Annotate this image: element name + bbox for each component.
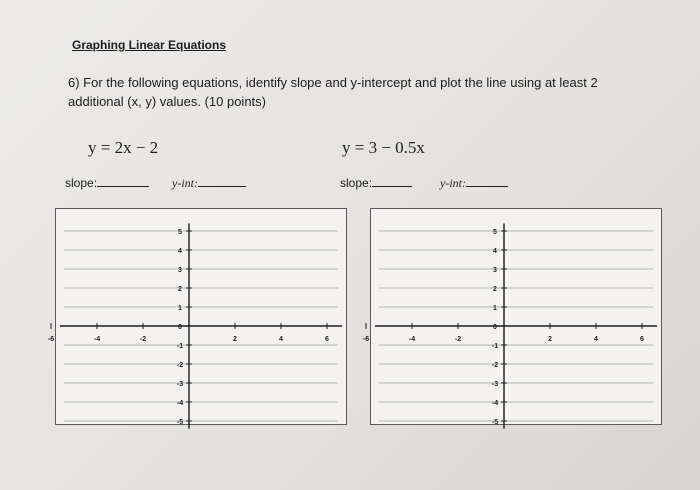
x-tick-label: 2 [548,336,552,343]
yint-answer-line[interactable] [198,174,246,187]
grid-svg-2[interactable] [362,209,661,426]
y-tick-label: -5 [491,419,499,426]
grid-svg-1[interactable] [47,209,346,426]
x-tick-label: 6 [640,336,644,343]
yint-label: y-int: [440,176,466,190]
y-tick-label: -1 [491,343,499,350]
equation-2: y = 3 − 0.5x [342,138,425,157]
x-tick-label: -6 [362,336,370,343]
y-tick-label: 5 [493,229,497,236]
x-tick-label: 2 [233,336,237,343]
y-tick-label: 3 [493,267,497,274]
y-tick-label: 4 [178,248,182,255]
equation-1: y = 2x − 2 [88,138,159,157]
x-tick-label: 4 [594,336,598,343]
x-tick-label: -6 [47,336,55,343]
y-tick-label: -4 [176,400,184,407]
y-tick-label: 2 [178,286,182,293]
y-tick-label: 4 [493,248,497,255]
y-tick-label: -5 [176,419,184,426]
y-tick-label: -2 [491,362,499,369]
slope-blank-1[interactable] [65,174,149,190]
question-text [68,73,668,111]
y-tick-label: 1 [178,305,182,312]
y-tick-label: -2 [176,362,184,369]
y-tick-label: 0 [178,324,182,331]
y-tick-label: 2 [493,286,497,293]
page-title: Graphing Linear Equations [72,38,227,52]
slope-label: slope: [65,176,98,190]
yint-answer-line[interactable] [466,174,508,187]
x-tick-label: 4 [279,336,283,343]
question-line-2: additional (x, y) values. (10 points) [68,94,266,109]
slope-label: slope: [340,176,373,190]
slope-answer-line[interactable] [372,174,412,187]
question-line-1: 6) For the following equations, identify slope and y-intercept and plot the line using at least 2 [68,75,598,90]
coordinate-grid-2[interactable] [362,208,662,426]
y-tick-label: -3 [491,381,499,388]
slope-blank-2[interactable] [340,174,412,190]
y-tick-label: 0 [493,324,497,331]
yint-blank-2[interactable] [440,174,508,191]
y-tick-label: -4 [491,400,499,407]
y-tick-label: 3 [178,267,182,274]
y-tick-label: -1 [176,343,184,350]
slope-answer-line[interactable] [97,174,149,187]
coordinate-grid-1[interactable] [47,208,347,426]
x-tick-label: -2 [454,336,462,343]
yint-blank-1[interactable] [172,174,246,191]
x-tick-label: -4 [93,336,101,343]
yint-label: y-int: [172,176,198,190]
x-tick-label: -2 [139,336,147,343]
y-tick-label: -3 [176,381,184,388]
y-tick-label: 5 [178,229,182,236]
y-tick-label: 1 [493,305,497,312]
x-tick-label: -4 [408,336,416,343]
x-tick-label: 6 [325,336,329,343]
